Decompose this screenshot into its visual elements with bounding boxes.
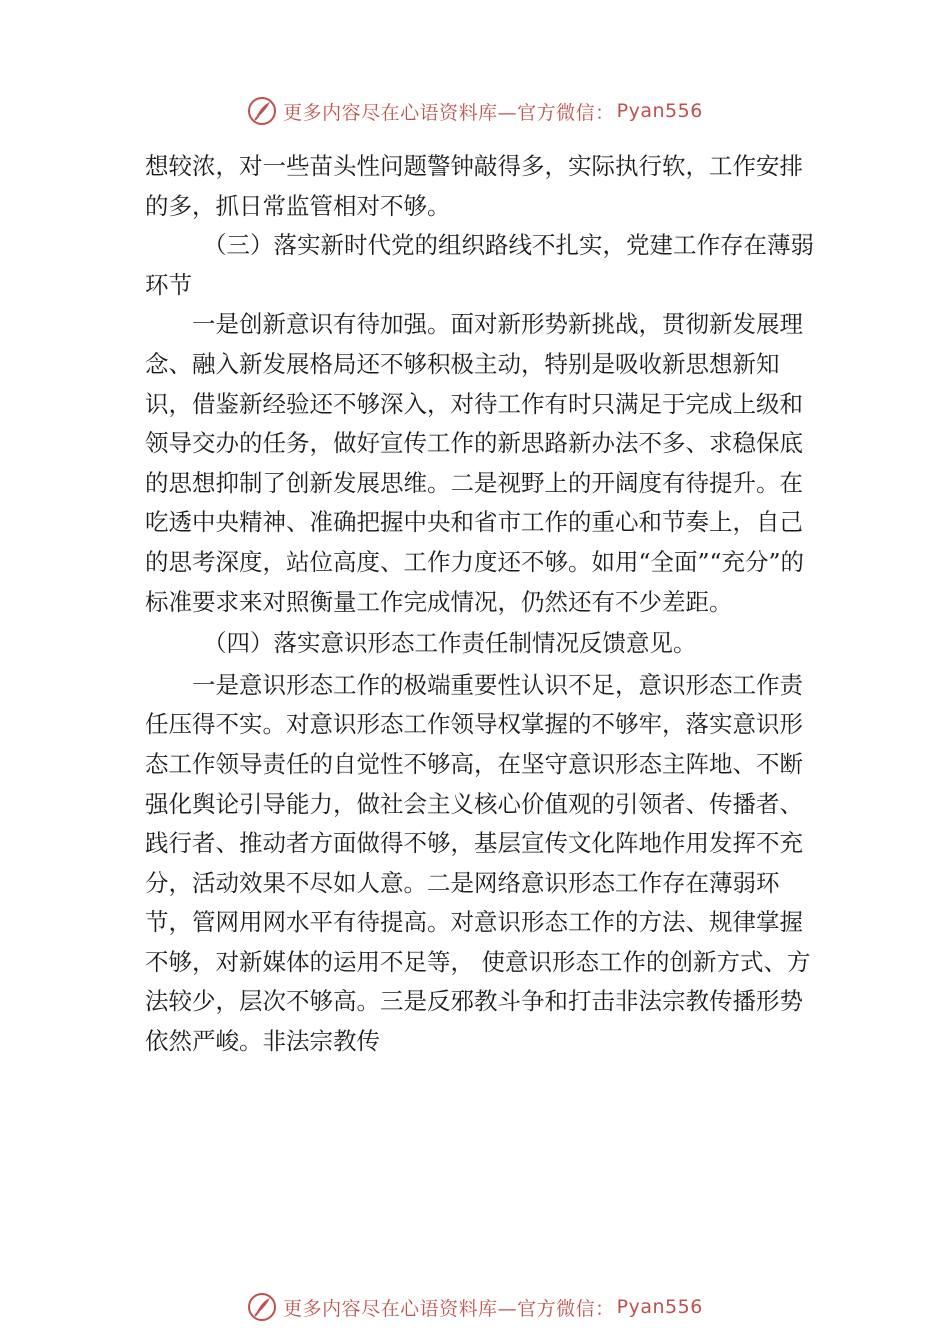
watermark-wechat-id: Pyan556	[616, 100, 703, 122]
paragraph-body: 一是创新意识有待加强。面对新形势新挑战，贯彻新发展理念、融入新发展格局还不够积极主动，特别是吸收新思想新知识，借鉴新经验还不够深入，对待工作有时只满足于完成上级和领导交办的任务，做好宣传工作的新思路新办法不多、求稳保底的思想抑制了创新发展思维。二是视野上的开阔度有待提升。在吃透中央精神、准确把握中央和省市工作的重心和节奏上，自己的思考深度，站位高度、工作力度还不够。如用“全面”“充分”的标准要求来对照衡量工作完成情况，仍然还有不少差距。	[145, 310, 805, 616]
quill-logo-icon	[247, 1292, 277, 1322]
header-watermark	[0, 96, 950, 126]
quill-logo-icon	[247, 96, 277, 126]
paragraph-body: 一是意识形态工作的极端重要性认识不足，意识形态工作责任压得不实。对意识形态工作领导权掌握的不够牢，落实意识形态工作领导责任的自觉性不够高，在坚守意识形态主阵地、不断强化舆论引导能力，做社会主义核心价值观的引领者、传播者、践行者、推动者方面做得不够，基层宣传文化阵地作用发挥不充分，活动效果不尽如人意。二是网络意识形态工作存在薄弱环节，管网用网水平有待提高。对意识形态工作的方法、规律掌握不够，对新媒体的运用不足等， 使意识形态工作的创新方式、方法较少，层次不够高。三是反邪教斗争和打击非法宗教传播形势依然严峻。非法宗教传	[145, 670, 811, 1056]
section-heading-4: （四）落实意识形态工作责任制情况反馈意见。	[203, 629, 697, 658]
watermark-text: 更多内容尽在心语资料库—官方微信：	[283, 101, 615, 124]
section-heading-3: （三）落实新时代党的组织路线不扎实，党建工作存在薄弱环节	[145, 231, 814, 299]
paragraph-continuation: 想较浓，对一些苗头性问题警钟敲得多，实际执行软，工作安排的多，抓日常监管相对不够。	[145, 152, 803, 220]
footer-watermark	[0, 1292, 950, 1322]
watermark-wechat-id: Pyan556	[616, 1296, 703, 1318]
watermark-text: 更多内容尽在心语资料库—官方微信：	[283, 1297, 615, 1320]
document-body	[145, 147, 815, 1062]
